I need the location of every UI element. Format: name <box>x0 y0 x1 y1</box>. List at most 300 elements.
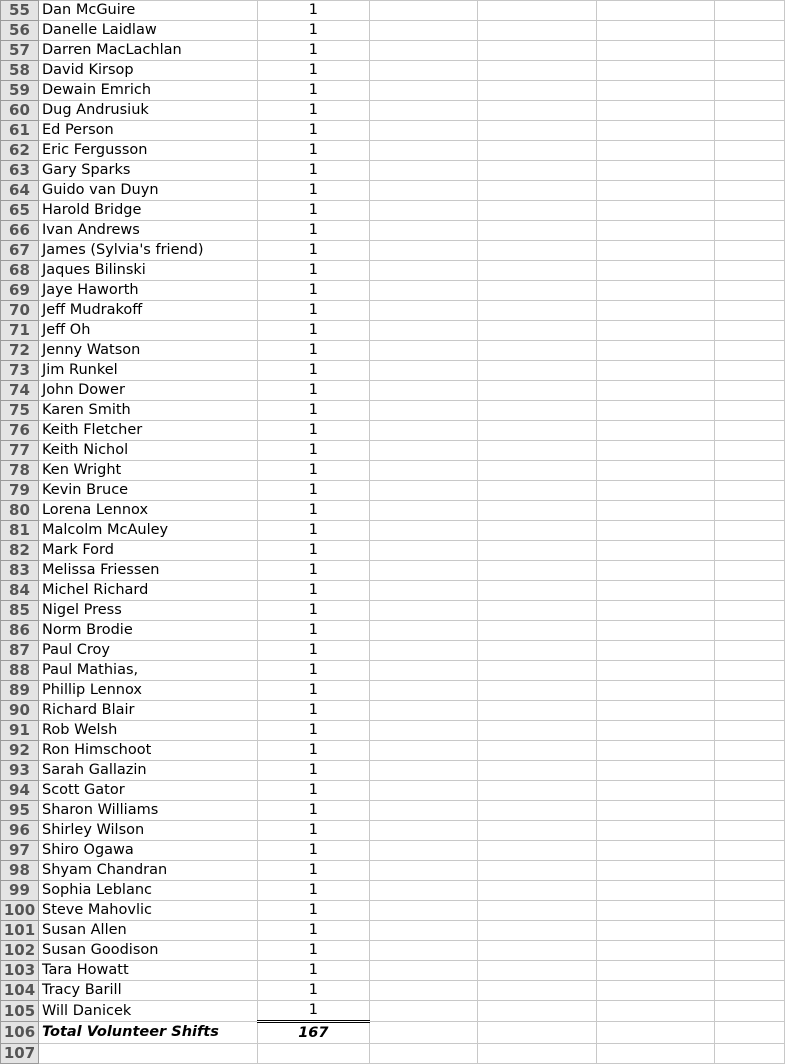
volunteer-name-cell[interactable]: Danelle Laidlaw <box>38 21 257 41</box>
empty-cell[interactable] <box>597 441 715 461</box>
empty-cell[interactable] <box>715 381 785 401</box>
volunteer-name-cell[interactable]: Melissa Friessen <box>38 561 257 581</box>
empty-cell[interactable] <box>715 141 785 161</box>
shift-count-cell[interactable]: 1 <box>257 621 369 641</box>
empty-cell[interactable] <box>597 1001 715 1022</box>
row-header[interactable]: 64 <box>1 181 39 201</box>
empty-cell[interactable] <box>369 1022 477 1044</box>
empty-cell[interactable] <box>477 481 597 501</box>
empty-cell[interactable] <box>597 221 715 241</box>
empty-cell[interactable] <box>369 981 477 1001</box>
volunteer-name-cell[interactable]: Tara Howatt <box>38 961 257 981</box>
empty-cell[interactable] <box>369 581 477 601</box>
empty-cell[interactable] <box>477 621 597 641</box>
empty-cell[interactable] <box>715 941 785 961</box>
volunteer-name-cell[interactable]: Paul Croy <box>38 641 257 661</box>
empty-cell[interactable] <box>597 501 715 521</box>
row-header[interactable]: 86 <box>1 621 39 641</box>
empty-cell[interactable] <box>597 81 715 101</box>
empty-cell[interactable] <box>369 661 477 681</box>
empty-cell[interactable] <box>597 681 715 701</box>
empty-cell[interactable] <box>715 161 785 181</box>
empty-cell[interactable] <box>369 421 477 441</box>
volunteer-name-cell[interactable]: Eric Fergusson <box>38 141 257 161</box>
empty-cell[interactable] <box>715 101 785 121</box>
volunteer-name-cell[interactable]: Karen Smith <box>38 401 257 421</box>
empty-cell[interactable] <box>715 721 785 741</box>
row-header[interactable]: 62 <box>1 141 39 161</box>
empty-cell[interactable] <box>477 1001 597 1022</box>
empty-cell[interactable] <box>597 721 715 741</box>
empty-cell[interactable] <box>715 841 785 861</box>
empty-cell[interactable] <box>369 181 477 201</box>
row-header[interactable]: 76 <box>1 421 39 441</box>
empty-cell[interactable] <box>597 261 715 281</box>
row-header[interactable]: 93 <box>1 761 39 781</box>
empty-cell[interactable] <box>715 81 785 101</box>
empty-cell[interactable] <box>597 541 715 561</box>
volunteer-name-cell[interactable]: Jeff Oh <box>38 321 257 341</box>
empty-cell[interactable] <box>715 321 785 341</box>
volunteer-name-cell[interactable]: Sharon Williams <box>38 801 257 821</box>
total-value-cell[interactable]: 167 <box>257 1022 369 1044</box>
shift-count-cell[interactable]: 1 <box>257 741 369 761</box>
empty-cell[interactable] <box>597 181 715 201</box>
shift-count-cell[interactable]: 1 <box>257 481 369 501</box>
empty-cell[interactable] <box>477 361 597 381</box>
volunteer-name-cell[interactable]: Susan Allen <box>38 921 257 941</box>
row-header[interactable]: 101 <box>1 921 39 941</box>
empty-cell[interactable] <box>715 221 785 241</box>
row-header[interactable]: 58 <box>1 61 39 81</box>
empty-cell[interactable] <box>369 361 477 381</box>
empty-cell[interactable] <box>477 861 597 881</box>
empty-cell[interactable] <box>715 341 785 361</box>
empty-cell[interactable] <box>477 101 597 121</box>
empty-cell[interactable] <box>597 141 715 161</box>
volunteer-name-cell[interactable]: Shiro Ogawa <box>38 841 257 861</box>
empty-cell[interactable] <box>477 801 597 821</box>
empty-cell[interactable] <box>715 961 785 981</box>
empty-cell[interactable] <box>597 921 715 941</box>
shift-count-cell[interactable]: 1 <box>257 261 369 281</box>
empty-cell[interactable] <box>477 121 597 141</box>
empty-cell[interactable] <box>477 681 597 701</box>
row-header[interactable]: 67 <box>1 241 39 261</box>
shift-count-cell[interactable]: 1 <box>257 1001 369 1022</box>
empty-cell[interactable] <box>715 181 785 201</box>
volunteer-name-cell[interactable]: Will Danicek <box>38 1001 257 1022</box>
volunteer-name-cell[interactable]: Mark Ford <box>38 541 257 561</box>
shift-count-cell[interactable]: 1 <box>257 901 369 921</box>
empty-cell[interactable] <box>477 1022 597 1044</box>
empty-cell[interactable] <box>597 301 715 321</box>
empty-cell[interactable] <box>597 881 715 901</box>
volunteer-name-cell[interactable]: Nigel Press <box>38 601 257 621</box>
empty-cell[interactable] <box>369 281 477 301</box>
empty-cell[interactable] <box>715 981 785 1001</box>
empty-cell[interactable] <box>597 961 715 981</box>
row-header[interactable]: 95 <box>1 801 39 821</box>
shift-count-cell[interactable]: 1 <box>257 761 369 781</box>
shift-count-cell[interactable]: 1 <box>257 941 369 961</box>
empty-cell[interactable] <box>369 61 477 81</box>
empty-cell[interactable] <box>369 861 477 881</box>
empty-cell[interactable] <box>369 241 477 261</box>
empty-cell[interactable] <box>715 1 785 21</box>
row-header[interactable]: 89 <box>1 681 39 701</box>
empty-cell[interactable] <box>477 981 597 1001</box>
empty-cell[interactable] <box>369 801 477 821</box>
row-header[interactable]: 99 <box>1 881 39 901</box>
row-header[interactable]: 66 <box>1 221 39 241</box>
empty-cell[interactable] <box>477 61 597 81</box>
shift-count-cell[interactable]: 1 <box>257 681 369 701</box>
row-header[interactable]: 69 <box>1 281 39 301</box>
volunteer-name-cell[interactable]: Gary Sparks <box>38 161 257 181</box>
empty-cell[interactable] <box>715 881 785 901</box>
row-header[interactable]: 70 <box>1 301 39 321</box>
row-header[interactable]: 75 <box>1 401 39 421</box>
empty-cell[interactable] <box>597 701 715 721</box>
empty-cell[interactable] <box>597 461 715 481</box>
empty-cell[interactable] <box>477 841 597 861</box>
shift-count-cell[interactable]: 1 <box>257 101 369 121</box>
volunteer-name-cell[interactable]: Lorena Lennox <box>38 501 257 521</box>
empty-cell[interactable] <box>597 861 715 881</box>
empty-cell[interactable] <box>477 301 597 321</box>
empty-cell[interactable] <box>369 961 477 981</box>
empty-cell[interactable] <box>597 121 715 141</box>
empty-cell[interactable] <box>369 1001 477 1022</box>
empty-cell[interactable] <box>715 1044 785 1064</box>
volunteer-name-cell[interactable]: Jenny Watson <box>38 341 257 361</box>
row-header[interactable]: 72 <box>1 341 39 361</box>
empty-cell[interactable] <box>715 441 785 461</box>
empty-cell[interactable] <box>715 241 785 261</box>
empty-cell[interactable] <box>715 621 785 641</box>
volunteer-name-cell[interactable]: Steve Mahovlic <box>38 901 257 921</box>
empty-cell[interactable] <box>477 441 597 461</box>
volunteer-name-cell[interactable]: Scott Gator <box>38 781 257 801</box>
row-header[interactable]: 98 <box>1 861 39 881</box>
empty-cell[interactable] <box>715 121 785 141</box>
empty-cell[interactable] <box>369 601 477 621</box>
empty-cell[interactable] <box>257 1044 369 1064</box>
shift-count-cell[interactable]: 1 <box>257 641 369 661</box>
empty-cell[interactable] <box>715 201 785 221</box>
empty-cell[interactable] <box>477 261 597 281</box>
shift-count-cell[interactable]: 1 <box>257 281 369 301</box>
empty-cell[interactable] <box>477 461 597 481</box>
empty-cell[interactable] <box>369 781 477 801</box>
volunteer-name-cell[interactable]: Sarah Gallazin <box>38 761 257 781</box>
empty-cell[interactable] <box>369 141 477 161</box>
shift-count-cell[interactable]: 1 <box>257 701 369 721</box>
empty-cell[interactable] <box>597 641 715 661</box>
empty-cell[interactable] <box>477 541 597 561</box>
empty-cell[interactable] <box>597 241 715 261</box>
volunteer-name-cell[interactable]: Jaques Bilinski <box>38 261 257 281</box>
volunteer-name-cell[interactable]: Keith Fletcher <box>38 421 257 441</box>
volunteer-name-cell[interactable]: Shyam Chandran <box>38 861 257 881</box>
empty-cell[interactable] <box>715 861 785 881</box>
volunteer-name-cell[interactable]: Rob Welsh <box>38 721 257 741</box>
empty-cell[interactable] <box>477 1044 597 1064</box>
empty-cell[interactable] <box>369 321 477 341</box>
volunteer-name-cell[interactable]: Phillip Lennox <box>38 681 257 701</box>
shift-count-cell[interactable]: 1 <box>257 381 369 401</box>
volunteer-name-cell[interactable]: Kevin Bruce <box>38 481 257 501</box>
empty-cell[interactable] <box>369 341 477 361</box>
empty-cell[interactable] <box>369 761 477 781</box>
empty-cell[interactable] <box>477 321 597 341</box>
row-header[interactable]: 85 <box>1 601 39 621</box>
empty-cell[interactable] <box>369 1 477 21</box>
empty-cell[interactable] <box>477 641 597 661</box>
volunteer-name-cell[interactable]: Malcolm McAuley <box>38 521 257 541</box>
row-header[interactable]: 105 <box>1 1001 39 1022</box>
row-header[interactable]: 90 <box>1 701 39 721</box>
empty-cell[interactable] <box>597 481 715 501</box>
volunteer-name-cell[interactable]: Dug Andrusiuk <box>38 101 257 121</box>
empty-cell[interactable] <box>369 81 477 101</box>
empty-cell[interactable] <box>369 1044 477 1064</box>
empty-cell[interactable] <box>369 941 477 961</box>
empty-cell[interactable] <box>715 741 785 761</box>
empty-cell[interactable] <box>369 621 477 641</box>
shift-count-cell[interactable]: 1 <box>257 661 369 681</box>
empty-cell[interactable] <box>715 301 785 321</box>
empty-cell[interactable] <box>715 1001 785 1022</box>
empty-cell[interactable] <box>369 561 477 581</box>
shift-count-cell[interactable]: 1 <box>257 1 369 21</box>
empty-cell[interactable] <box>369 521 477 541</box>
empty-cell[interactable] <box>715 761 785 781</box>
empty-cell[interactable] <box>597 801 715 821</box>
empty-cell[interactable] <box>597 321 715 341</box>
row-header[interactable]: 79 <box>1 481 39 501</box>
shift-count-cell[interactable]: 1 <box>257 801 369 821</box>
row-header[interactable]: 83 <box>1 561 39 581</box>
empty-cell[interactable] <box>715 21 785 41</box>
empty-cell[interactable] <box>369 41 477 61</box>
empty-cell[interactable] <box>477 81 597 101</box>
volunteer-name-cell[interactable]: Jaye Haworth <box>38 281 257 301</box>
volunteer-name-cell[interactable]: Dan McGuire <box>38 1 257 21</box>
empty-cell[interactable] <box>477 281 597 301</box>
volunteer-name-cell[interactable]: Shirley Wilson <box>38 821 257 841</box>
shift-count-cell[interactable]: 1 <box>257 201 369 221</box>
row-header[interactable]: 56 <box>1 21 39 41</box>
shift-count-cell[interactable]: 1 <box>257 401 369 421</box>
row-header[interactable]: 77 <box>1 441 39 461</box>
row-header[interactable]: 57 <box>1 41 39 61</box>
empty-cell[interactable] <box>477 421 597 441</box>
empty-cell[interactable] <box>597 621 715 641</box>
empty-cell[interactable] <box>715 601 785 621</box>
empty-cell[interactable] <box>369 721 477 741</box>
empty-cell[interactable] <box>369 201 477 221</box>
empty-cell[interactable] <box>477 1 597 21</box>
empty-cell[interactable] <box>38 1044 257 1064</box>
row-header[interactable]: 107 <box>1 1044 39 1064</box>
empty-cell[interactable] <box>715 421 785 441</box>
empty-cell[interactable] <box>597 661 715 681</box>
volunteer-name-cell[interactable]: Dewain Emrich <box>38 81 257 101</box>
total-label-cell[interactable]: Total Volunteer Shifts <box>38 1022 257 1044</box>
empty-cell[interactable] <box>369 161 477 181</box>
shift-count-cell[interactable]: 1 <box>257 781 369 801</box>
volunteer-name-cell[interactable]: David Kirsop <box>38 61 257 81</box>
shift-count-cell[interactable]: 1 <box>257 221 369 241</box>
empty-cell[interactable] <box>477 961 597 981</box>
row-header[interactable]: 61 <box>1 121 39 141</box>
empty-cell[interactable] <box>597 341 715 361</box>
row-header[interactable]: 96 <box>1 821 39 841</box>
empty-cell[interactable] <box>597 521 715 541</box>
empty-cell[interactable] <box>715 701 785 721</box>
volunteer-name-cell[interactable]: Jim Runkel <box>38 361 257 381</box>
shift-count-cell[interactable]: 1 <box>257 41 369 61</box>
empty-cell[interactable] <box>597 601 715 621</box>
empty-cell[interactable] <box>597 61 715 81</box>
shift-count-cell[interactable]: 1 <box>257 841 369 861</box>
empty-cell[interactable] <box>369 681 477 701</box>
empty-cell[interactable] <box>715 561 785 581</box>
empty-cell[interactable] <box>369 741 477 761</box>
empty-cell[interactable] <box>369 381 477 401</box>
shift-count-cell[interactable]: 1 <box>257 241 369 261</box>
shift-count-cell[interactable]: 1 <box>257 601 369 621</box>
shift-count-cell[interactable]: 1 <box>257 541 369 561</box>
row-header[interactable]: 71 <box>1 321 39 341</box>
empty-cell[interactable] <box>477 161 597 181</box>
row-header[interactable]: 84 <box>1 581 39 601</box>
shift-count-cell[interactable]: 1 <box>257 81 369 101</box>
shift-count-cell[interactable]: 1 <box>257 161 369 181</box>
empty-cell[interactable] <box>597 841 715 861</box>
row-header[interactable]: 59 <box>1 81 39 101</box>
empty-cell[interactable] <box>477 201 597 221</box>
empty-cell[interactable] <box>597 821 715 841</box>
volunteer-name-cell[interactable]: James (Sylvia's friend) <box>38 241 257 261</box>
empty-cell[interactable] <box>477 21 597 41</box>
empty-cell[interactable] <box>715 661 785 681</box>
empty-cell[interactable] <box>597 941 715 961</box>
volunteer-name-cell[interactable]: Ed Person <box>38 121 257 141</box>
empty-cell[interactable] <box>369 901 477 921</box>
volunteer-name-cell[interactable]: Darren MacLachlan <box>38 41 257 61</box>
empty-cell[interactable] <box>477 701 597 721</box>
empty-cell[interactable] <box>597 281 715 301</box>
shift-count-cell[interactable]: 1 <box>257 461 369 481</box>
empty-cell[interactable] <box>715 821 785 841</box>
empty-cell[interactable] <box>715 501 785 521</box>
empty-cell[interactable] <box>597 201 715 221</box>
empty-cell[interactable] <box>715 481 785 501</box>
empty-cell[interactable] <box>715 541 785 561</box>
empty-cell[interactable] <box>597 41 715 61</box>
empty-cell[interactable] <box>715 41 785 61</box>
empty-cell[interactable] <box>597 761 715 781</box>
empty-cell[interactable] <box>715 521 785 541</box>
empty-cell[interactable] <box>715 261 785 281</box>
empty-cell[interactable] <box>597 421 715 441</box>
row-header[interactable]: 92 <box>1 741 39 761</box>
empty-cell[interactable] <box>477 221 597 241</box>
empty-cell[interactable] <box>369 881 477 901</box>
row-header[interactable]: 82 <box>1 541 39 561</box>
empty-cell[interactable] <box>597 741 715 761</box>
row-header[interactable]: 73 <box>1 361 39 381</box>
volunteer-name-cell[interactable]: Guido van Duyn <box>38 181 257 201</box>
row-header[interactable]: 65 <box>1 201 39 221</box>
shift-count-cell[interactable]: 1 <box>257 721 369 741</box>
row-header[interactable]: 74 <box>1 381 39 401</box>
empty-cell[interactable] <box>477 741 597 761</box>
shift-count-cell[interactable]: 1 <box>257 521 369 541</box>
empty-cell[interactable] <box>477 941 597 961</box>
empty-cell[interactable] <box>369 481 477 501</box>
row-header[interactable]: 102 <box>1 941 39 961</box>
empty-cell[interactable] <box>597 581 715 601</box>
row-header[interactable]: 78 <box>1 461 39 481</box>
shift-count-cell[interactable]: 1 <box>257 61 369 81</box>
empty-cell[interactable] <box>597 561 715 581</box>
empty-cell[interactable] <box>715 281 785 301</box>
empty-cell[interactable] <box>477 761 597 781</box>
row-header[interactable]: 100 <box>1 901 39 921</box>
volunteer-name-cell[interactable]: Harold Bridge <box>38 201 257 221</box>
empty-cell[interactable] <box>597 781 715 801</box>
row-header[interactable]: 88 <box>1 661 39 681</box>
row-header[interactable]: 63 <box>1 161 39 181</box>
empty-cell[interactable] <box>715 801 785 821</box>
empty-cell[interactable] <box>477 781 597 801</box>
empty-cell[interactable] <box>369 641 477 661</box>
volunteer-name-cell[interactable]: Susan Goodison <box>38 941 257 961</box>
shift-count-cell[interactable]: 1 <box>257 921 369 941</box>
volunteer-name-cell[interactable]: Ken Wright <box>38 461 257 481</box>
empty-cell[interactable] <box>369 501 477 521</box>
shift-count-cell[interactable]: 1 <box>257 501 369 521</box>
empty-cell[interactable] <box>597 901 715 921</box>
empty-cell[interactable] <box>715 901 785 921</box>
empty-cell[interactable] <box>369 301 477 321</box>
volunteer-name-cell[interactable]: Ivan Andrews <box>38 221 257 241</box>
empty-cell[interactable] <box>369 101 477 121</box>
empty-cell[interactable] <box>477 41 597 61</box>
shift-count-cell[interactable]: 1 <box>257 181 369 201</box>
empty-cell[interactable] <box>715 581 785 601</box>
shift-count-cell[interactable]: 1 <box>257 561 369 581</box>
volunteer-name-cell[interactable]: Jeff Mudrakoff <box>38 301 257 321</box>
empty-cell[interactable] <box>477 601 597 621</box>
empty-cell[interactable] <box>477 881 597 901</box>
empty-cell[interactable] <box>597 1 715 21</box>
row-header[interactable]: 104 <box>1 981 39 1001</box>
empty-cell[interactable] <box>369 21 477 41</box>
empty-cell[interactable] <box>369 261 477 281</box>
volunteer-name-cell[interactable]: Norm Brodie <box>38 621 257 641</box>
volunteer-name-cell[interactable]: John Dower <box>38 381 257 401</box>
empty-cell[interactable] <box>477 341 597 361</box>
empty-cell[interactable] <box>715 61 785 81</box>
shift-count-cell[interactable]: 1 <box>257 881 369 901</box>
empty-cell[interactable] <box>369 461 477 481</box>
shift-count-cell[interactable]: 1 <box>257 581 369 601</box>
